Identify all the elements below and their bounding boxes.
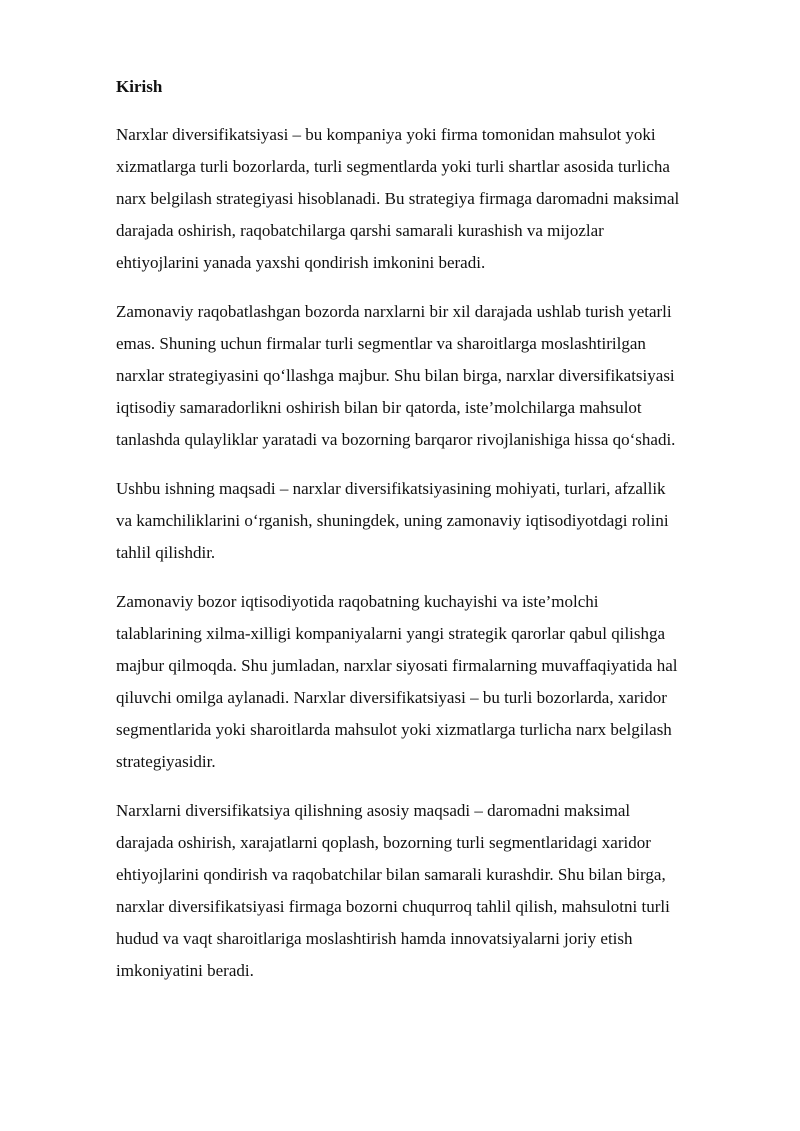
text-line: Narxlarni diversifikatsiya qilishning asosiy maqsadi – daromadni maksimal: [116, 801, 631, 820]
text-line: segmentlarida yoki sharoitlarda mahsulot yoki xizmatlarga turlicha narx belgilash: [116, 720, 672, 739]
text-line: Narxlar diversifikatsiyasi – bu kompaniya yoki firma tomonidan mahsulot yoki: [116, 125, 656, 144]
text-line: narxlar diversifikatsiyasi firmaga bozorni chuqurroq tahlil qilish, mahsulotni turli: [116, 897, 670, 916]
text-line: ehtiyojlarini yanada yaxshi qondirish imkonini beradi.: [116, 253, 486, 272]
text-line: iqtisodiy samaradorlikni oshirish bilan bir qatorda, iste’molchilarga mahsulot: [116, 398, 642, 417]
text-line: tanlashda qulayliklar yaratadi va bozorning barqaror rivojlanishiga hissa qo‘shadi.: [116, 430, 676, 449]
text-line: Ushbu ishning maqsadi – narxlar diversifikatsiyasining mohiyati, turlari, afzallik: [116, 479, 666, 498]
text-line: tahlil qilishdir.: [116, 543, 216, 562]
text-line: darajada oshirish, raqobatchilarga qarshi samarali kurashish va mijozlar: [116, 221, 604, 240]
document-body: [116, 76, 742, 1004]
text-line: emas. Shuning uchun firmalar turli segmentlar va sharoitlarga moslashtirilgan: [116, 334, 646, 353]
text-line: qiluvchi omilga aylanadi. Narxlar diversifikatsiyasi – bu turli bozorlarda, xaridor: [116, 688, 667, 707]
text-line: Zamonaviy bozor iqtisodiyotida raqobatning kuchayishi va iste’molchi: [116, 592, 599, 611]
paragraph-2: [116, 296, 742, 456]
paragraph-3: [116, 473, 742, 569]
text-line: xizmatlarga turli bozorlarda, turli segmentlarda yoki turli shartlar asosida turlicha: [116, 157, 670, 176]
section-heading: Kirish: [116, 77, 163, 96]
text-line: va kamchiliklarini o‘rganish, shuningdek, uning zamonaviy iqtisodiyotdagi rolini: [116, 511, 669, 530]
text-line: talablarining xilma-xilligi kompaniyalarni yangi strategik qarorlar qabul qilishga: [116, 624, 666, 643]
paragraph-5: [116, 795, 742, 987]
text-line: imkoniyatini beradi.: [116, 961, 254, 980]
text-line: Zamonaviy raqobatlashgan bozorda narxlarni bir xil darajada ushlab turish yetarli: [116, 302, 672, 321]
text-line: majbur qilmoqda. Shu jumladan, narxlar siyosati firmalarning muvaffaqiyatida hal: [116, 656, 678, 675]
paragraph-1: [116, 119, 742, 279]
text-line: ehtiyojlarini qondirish va raqobatchilar bilan samarali kurashdir. Shu bilan birga,: [116, 865, 666, 884]
text-line: hudud va vaqt sharoitlariga moslashtirish hamda innovatsiyalarni joriy etish: [116, 929, 633, 948]
text-line: strategiyasidir.: [116, 752, 216, 771]
text-line: narxlar strategiyasini qo‘llashga majbur. Shu bilan birga, narxlar diversifikatsiyasi: [116, 366, 675, 385]
text-line: narx belgilash strategiyasi hisoblanadi. Bu strategiya firmaga daromadni maksimal: [116, 189, 680, 208]
paragraph-4: [116, 586, 742, 778]
text-line: darajada oshirish, xarajatlarni qoplash, bozorning turli segmentlaridagi xaridor: [116, 833, 651, 852]
